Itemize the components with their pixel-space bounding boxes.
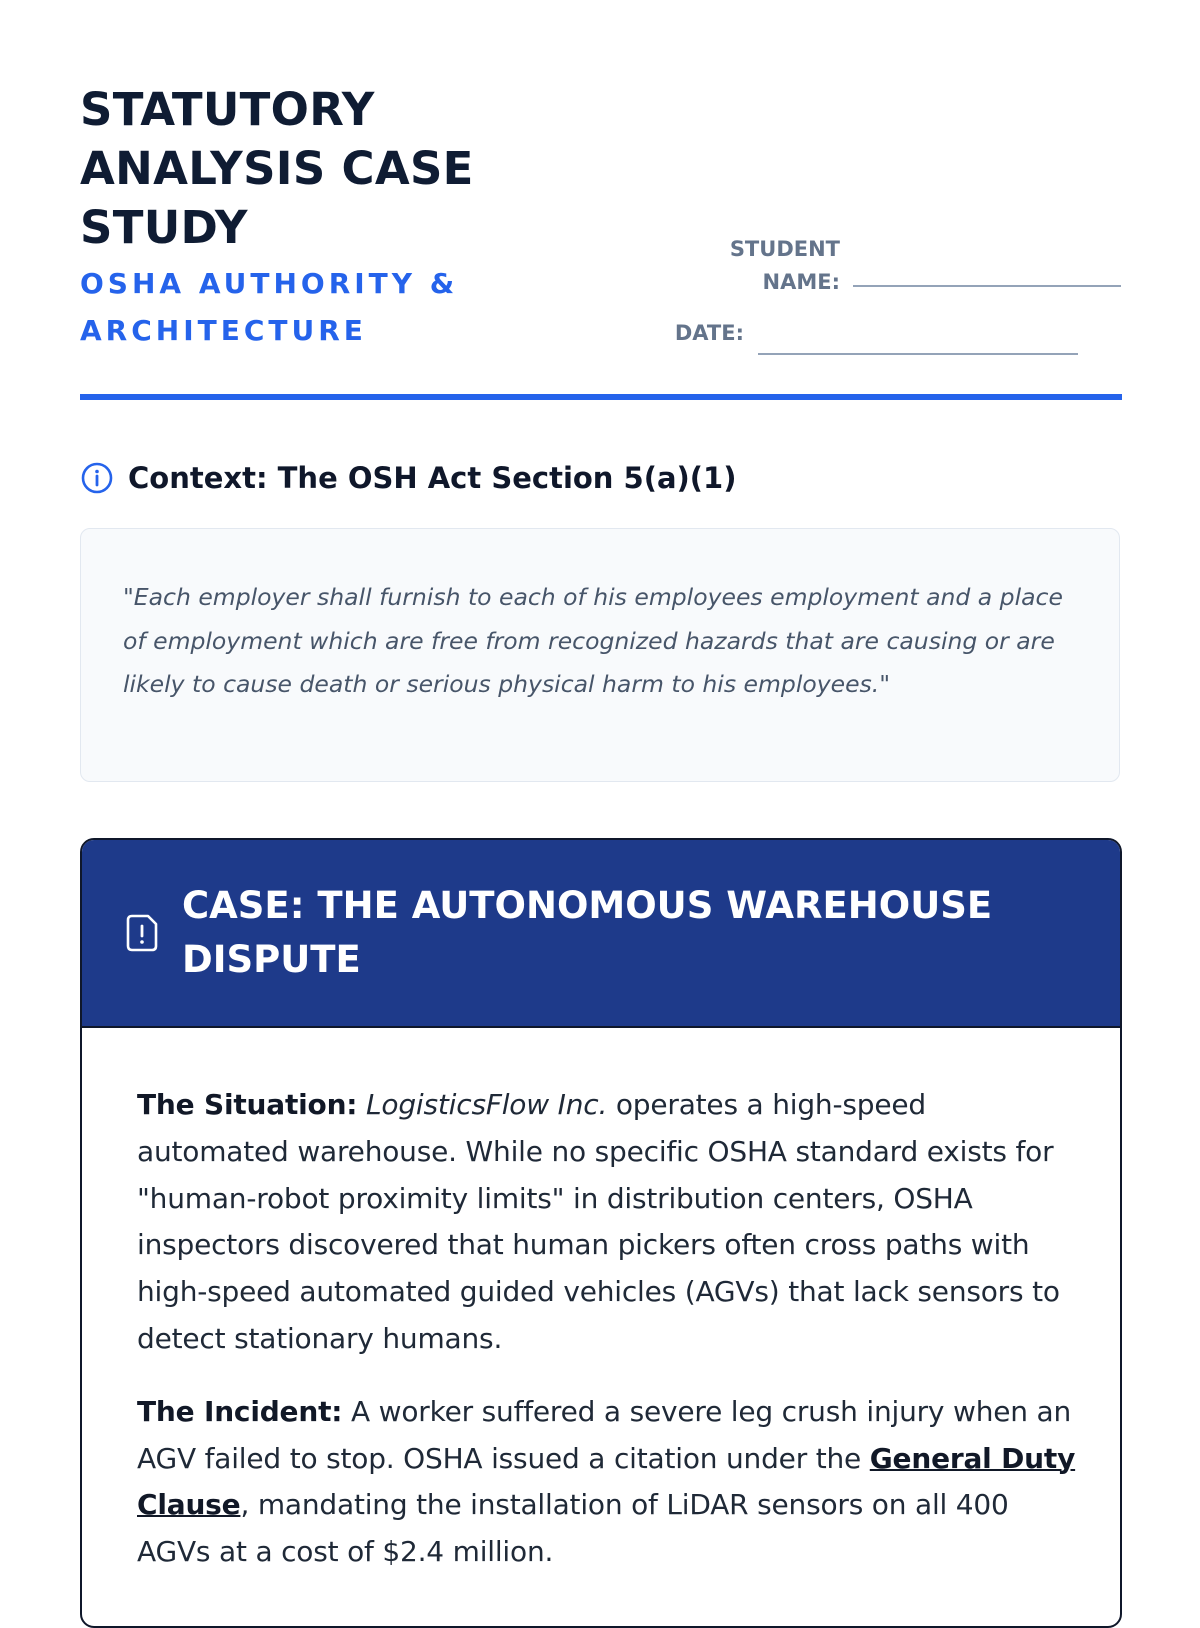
- incident-text-before: A worker suffered a severe leg crush injury when an AGV failed to stop. OSHA issued a citation under the: [137, 1394, 1072, 1475]
- file-alert-icon: [124, 912, 160, 954]
- student-name-label: STUDENT NAME:: [729, 237, 840, 294]
- situation-label: The Situation:: [137, 1088, 358, 1121]
- date-field[interactable]: [758, 353, 1078, 355]
- incident-text-after: , mandating the installation of LiDAR sensors on all 400 AGVs at a cost of $2.4 million.: [137, 1488, 1009, 1569]
- case-card: [80, 838, 1122, 1628]
- header-divider: [80, 394, 1122, 400]
- company-name: LogisticsFlow Inc.: [366, 1088, 608, 1121]
- case-header: [82, 840, 1120, 1028]
- date-label: DATE:: [674, 321, 744, 345]
- page-subtitle: OSHA AUTHORITY & ARCHITECTURE: [80, 267, 459, 347]
- statute-quote-box: [80, 528, 1120, 782]
- context-heading: [80, 455, 737, 500]
- statute-quote: "Each employer shall furnish to each of his employees employment and a place of employment which are free from recognized hazards that are causing or are likely to cause death or serious physical harm to his employees.": [123, 583, 1063, 698]
- case-body: [82, 1028, 1120, 1576]
- case-title: CASE: THE AUTONOMOUS WAREHOUSE DISPUTE: [182, 884, 993, 981]
- situation-paragraph: [137, 1082, 1080, 1363]
- context-title: Context: The OSH Act Section 5(a)(1): [128, 460, 737, 495]
- page-title: STATUTORY ANALYSIS CASE STUDY: [80, 83, 474, 254]
- general-duty-clause-term: General Duty Clause: [137, 1441, 1076, 1522]
- info-icon: [80, 461, 114, 495]
- incident-label: The Incident:: [137, 1394, 343, 1428]
- incident-paragraph: [137, 1389, 1080, 1576]
- student-name-field[interactable]: [853, 285, 1121, 287]
- situation-text: operates a high-speed automated warehouse. While no specific OSHA standard exists for "human-robot proximity limits" in distribution centers, OSHA inspectors discovered that human pickers often cross paths with high-speed automated guided vehicles (AGVs) that lack sensors to detect stationary humans.: [137, 1088, 1060, 1355]
